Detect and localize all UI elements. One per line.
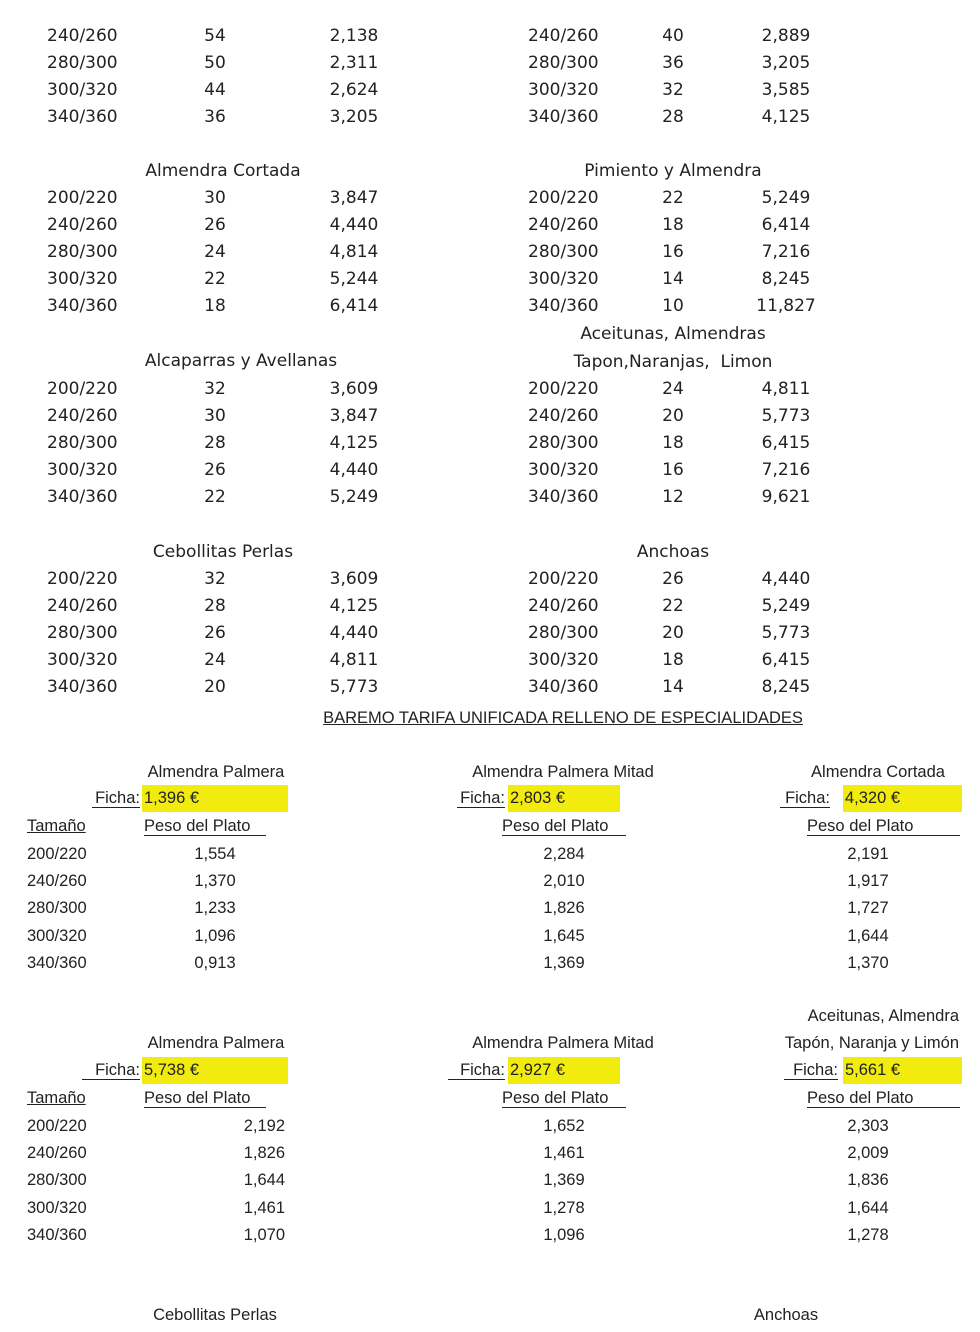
weight-cell: 1,836 bbox=[847, 1171, 889, 1190]
weight-cell: 1,644 bbox=[847, 1198, 889, 1217]
ficha-label: Ficha: bbox=[460, 1061, 505, 1079]
count-cell: 26 bbox=[204, 460, 226, 480]
weight-cell: 1,369 bbox=[543, 953, 585, 972]
value-cell: 3,609 bbox=[329, 379, 379, 399]
size-cell: 300/320 bbox=[47, 650, 118, 670]
count-cell: 18 bbox=[662, 433, 684, 453]
size-cell: 340/360 bbox=[47, 107, 118, 127]
size-cell: 300/320 bbox=[47, 460, 118, 480]
weight-cell: 2,284 bbox=[543, 845, 585, 863]
weight-cell: 0,913 bbox=[194, 953, 236, 972]
size-cell: 300/320 bbox=[47, 269, 118, 289]
ficha-underline bbox=[82, 1079, 140, 1080]
size-cell: 240/260 bbox=[528, 596, 599, 616]
weight-cell: 1,826 bbox=[543, 899, 585, 918]
size-cell: 240/260 bbox=[47, 596, 118, 616]
size-cell: 280/300 bbox=[27, 1171, 87, 1190]
count-cell: 50 bbox=[204, 53, 226, 73]
weight-cell: 2,191 bbox=[847, 845, 889, 863]
count-cell: 18 bbox=[662, 650, 684, 670]
ficha-label: Ficha: bbox=[793, 1061, 838, 1079]
ficha-price-highlight bbox=[142, 785, 288, 812]
ficha-label: Ficha: bbox=[95, 1061, 140, 1079]
weight-cell: 1,278 bbox=[543, 1198, 585, 1217]
value-cell: 4,440 bbox=[329, 215, 379, 235]
ficha-price: 4,320 € bbox=[845, 789, 901, 807]
count-cell: 24 bbox=[204, 242, 226, 262]
size-cell: 200/220 bbox=[528, 188, 599, 208]
count-cell: 10 bbox=[662, 296, 684, 316]
size-cell: 280/300 bbox=[528, 242, 599, 262]
count-cell: 22 bbox=[662, 188, 684, 208]
size-cell: 280/300 bbox=[47, 53, 118, 73]
weight-cell: 1,096 bbox=[543, 1225, 585, 1244]
ficha-price: 5,661 € bbox=[845, 1061, 901, 1079]
count-cell: 36 bbox=[204, 107, 226, 127]
table-title: Pimiento y Almendra bbox=[584, 161, 762, 181]
ficha-label: Ficha: bbox=[785, 789, 830, 807]
size-cell: 280/300 bbox=[47, 623, 118, 643]
size-cell: 340/360 bbox=[27, 1225, 87, 1244]
section-title: BAREMO TARIFA UNIFICADA RELLENO DE ESPECIALIDADES bbox=[323, 709, 803, 727]
value-cell: 2,311 bbox=[329, 53, 379, 73]
size-cell: 200/220 bbox=[47, 379, 118, 399]
value-cell: 5,773 bbox=[329, 677, 379, 697]
weight-cell: 1,554 bbox=[194, 845, 236, 863]
size-cell: 240/260 bbox=[528, 406, 599, 426]
card-title: Almendra Palmera Mitad bbox=[472, 1034, 654, 1052]
count-cell: 16 bbox=[662, 460, 684, 480]
weight-cell: 1,644 bbox=[243, 1171, 285, 1190]
value-cell: 8,245 bbox=[761, 269, 811, 289]
count-cell: 24 bbox=[204, 650, 226, 670]
peso-header: Peso del Plato bbox=[144, 817, 251, 835]
value-cell: 7,216 bbox=[761, 460, 811, 480]
value-cell: 4,440 bbox=[761, 569, 811, 589]
table-title: Tapon,Naranjas, Limon bbox=[573, 352, 773, 372]
value-cell: 3,205 bbox=[761, 53, 811, 73]
size-cell: 240/260 bbox=[27, 872, 87, 891]
size-cell: 340/360 bbox=[47, 296, 118, 316]
table-title: Cebollitas Perlas bbox=[152, 542, 294, 562]
count-cell: 22 bbox=[204, 269, 226, 289]
value-cell: 6,415 bbox=[761, 650, 811, 670]
count-cell: 20 bbox=[662, 406, 684, 426]
count-cell: 18 bbox=[204, 296, 226, 316]
size-cell: 340/360 bbox=[528, 487, 599, 507]
value-cell: 8,245 bbox=[761, 677, 811, 697]
count-cell: 30 bbox=[204, 188, 226, 208]
size-cell: 240/260 bbox=[47, 406, 118, 426]
value-cell: 4,125 bbox=[329, 596, 379, 616]
value-cell: 3,205 bbox=[329, 107, 379, 127]
value-cell: 5,249 bbox=[329, 487, 379, 507]
weight-cell: 1,096 bbox=[194, 926, 236, 945]
size-cell: 340/360 bbox=[47, 677, 118, 697]
size-cell: 340/360 bbox=[47, 487, 118, 507]
count-cell: 26 bbox=[204, 623, 226, 643]
ficha-underline bbox=[92, 807, 140, 808]
ficha-price-highlight bbox=[843, 785, 962, 812]
size-cell: 340/360 bbox=[528, 677, 599, 697]
value-cell: 5,249 bbox=[761, 188, 811, 208]
card-title: Almendra Palmera bbox=[147, 1034, 285, 1052]
card-title: Aceitunas, Almendra bbox=[807, 1007, 959, 1025]
size-cell: 200/220 bbox=[27, 845, 87, 863]
weight-cell: 1,370 bbox=[847, 953, 889, 972]
count-cell: 22 bbox=[662, 596, 684, 616]
ficha-underline bbox=[457, 807, 505, 808]
size-cell: 200/220 bbox=[27, 1117, 87, 1135]
table-title: Anchoas bbox=[636, 542, 710, 562]
size-cell: 300/320 bbox=[528, 269, 599, 289]
ficha-price: 2,803 € bbox=[510, 789, 566, 807]
tamano-header: Tamaño bbox=[27, 817, 86, 835]
size-cell: 300/320 bbox=[528, 650, 599, 670]
ficha-label: Ficha: bbox=[460, 789, 505, 807]
count-cell: 30 bbox=[204, 406, 226, 426]
value-cell: 4,125 bbox=[329, 433, 379, 453]
count-cell: 14 bbox=[662, 677, 684, 697]
value-cell: 4,440 bbox=[329, 623, 379, 643]
weight-cell: 1,461 bbox=[543, 1144, 585, 1163]
peso-underline bbox=[502, 1107, 626, 1108]
value-cell: 3,847 bbox=[329, 188, 379, 208]
tamano-header: Tamaño bbox=[27, 1089, 86, 1107]
peso-header: Peso del Plato bbox=[807, 817, 914, 835]
value-cell: 3,847 bbox=[329, 406, 379, 426]
value-cell: 4,125 bbox=[761, 107, 811, 127]
size-cell: 240/260 bbox=[27, 1144, 87, 1163]
count-cell: 16 bbox=[662, 242, 684, 262]
card-title: Tapón, Naranja y Limón bbox=[784, 1034, 959, 1052]
count-cell: 14 bbox=[662, 269, 684, 289]
value-cell: 6,414 bbox=[329, 296, 379, 316]
table-title: Almendra Cortada bbox=[145, 161, 301, 181]
table-title: Alcaparras y Avellanas bbox=[144, 351, 338, 371]
count-cell: 32 bbox=[662, 80, 684, 100]
size-cell: 200/220 bbox=[47, 569, 118, 589]
count-cell: 28 bbox=[204, 596, 226, 616]
value-cell: 5,244 bbox=[329, 269, 379, 289]
size-cell: 300/320 bbox=[528, 80, 599, 100]
value-cell: 4,811 bbox=[329, 650, 379, 670]
size-cell: 280/300 bbox=[528, 433, 599, 453]
ficha-price-highlight bbox=[508, 785, 620, 812]
ficha-underline bbox=[780, 807, 830, 808]
weight-cell: 1,370 bbox=[194, 872, 236, 891]
size-cell: 280/300 bbox=[27, 899, 87, 918]
value-cell: 5,773 bbox=[761, 406, 811, 426]
count-cell: 44 bbox=[204, 80, 226, 100]
count-cell: 18 bbox=[662, 215, 684, 235]
peso-header: Peso del Plato bbox=[807, 1089, 914, 1107]
size-cell: 340/360 bbox=[528, 107, 599, 127]
weight-cell: 1,278 bbox=[847, 1225, 889, 1244]
value-cell: 2,138 bbox=[329, 26, 379, 46]
value-cell: 7,216 bbox=[761, 242, 811, 262]
ficha-price-highlight bbox=[508, 1057, 620, 1084]
peso-header: Peso del Plato bbox=[502, 817, 609, 835]
size-cell: 340/360 bbox=[27, 953, 87, 972]
card-title: Anchoas bbox=[753, 1306, 819, 1324]
count-cell: 24 bbox=[662, 379, 684, 399]
size-cell: 240/260 bbox=[47, 26, 118, 46]
peso-underline bbox=[807, 1107, 960, 1108]
weight-cell: 2,010 bbox=[543, 872, 585, 891]
size-cell: 280/300 bbox=[528, 623, 599, 643]
size-cell: 300/320 bbox=[528, 460, 599, 480]
value-cell: 6,415 bbox=[761, 433, 811, 453]
peso-underline bbox=[807, 835, 960, 836]
peso-underline bbox=[144, 1107, 266, 1108]
weight-cell: 1,369 bbox=[543, 1171, 585, 1190]
count-cell: 26 bbox=[204, 215, 226, 235]
value-cell: 5,773 bbox=[761, 623, 811, 643]
size-cell: 280/300 bbox=[47, 242, 118, 262]
size-cell: 300/320 bbox=[27, 1198, 87, 1217]
value-cell: 11,827 bbox=[756, 296, 816, 316]
weight-cell: 1,652 bbox=[543, 1117, 585, 1135]
weight-cell: 1,233 bbox=[194, 899, 236, 918]
size-cell: 200/220 bbox=[47, 188, 118, 208]
value-cell: 9,621 bbox=[761, 487, 811, 507]
count-cell: 28 bbox=[204, 433, 226, 453]
count-cell: 32 bbox=[204, 379, 226, 399]
size-cell: 280/300 bbox=[528, 53, 599, 73]
value-cell: 6,414 bbox=[761, 215, 811, 235]
weight-cell: 1,644 bbox=[847, 926, 889, 945]
peso-underline bbox=[144, 835, 266, 836]
count-cell: 54 bbox=[204, 26, 226, 46]
card-title: Almendra Palmera bbox=[147, 763, 285, 781]
peso-header: Peso del Plato bbox=[502, 1089, 609, 1107]
weight-cell: 1,727 bbox=[847, 899, 889, 918]
ficha-underline bbox=[784, 1079, 838, 1080]
table-title: Aceitunas, Almendras bbox=[580, 324, 766, 344]
ficha-price: 5,738 € bbox=[144, 1061, 200, 1079]
card-title: Almendra Cortada bbox=[811, 763, 945, 781]
count-cell: 26 bbox=[662, 569, 684, 589]
value-cell: 3,609 bbox=[329, 569, 379, 589]
weight-cell: 1,070 bbox=[243, 1225, 285, 1244]
weight-cell: 2,192 bbox=[243, 1117, 285, 1135]
size-cell: 240/260 bbox=[528, 26, 599, 46]
value-cell: 2,624 bbox=[329, 80, 379, 100]
count-cell: 22 bbox=[204, 487, 226, 507]
weight-cell: 2,009 bbox=[847, 1144, 889, 1163]
card-title: Almendra Palmera Mitad bbox=[472, 763, 654, 781]
ficha-price-highlight bbox=[142, 1057, 288, 1084]
weight-cell: 1,917 bbox=[847, 872, 889, 891]
weight-cell: 1,461 bbox=[243, 1198, 285, 1217]
value-cell: 4,814 bbox=[329, 242, 379, 262]
size-cell: 200/220 bbox=[528, 569, 599, 589]
ficha-price-highlight bbox=[843, 1057, 962, 1084]
size-cell: 340/360 bbox=[528, 296, 599, 316]
value-cell: 2,889 bbox=[761, 26, 811, 46]
count-cell: 28 bbox=[662, 107, 684, 127]
count-cell: 36 bbox=[662, 53, 684, 73]
size-cell: 240/260 bbox=[528, 215, 599, 235]
ficha-price: 1,396 € bbox=[144, 789, 200, 807]
count-cell: 20 bbox=[204, 677, 226, 697]
count-cell: 32 bbox=[204, 569, 226, 589]
size-cell: 240/260 bbox=[47, 215, 118, 235]
peso-header: Peso del Plato bbox=[144, 1089, 251, 1107]
value-cell: 5,249 bbox=[761, 596, 811, 616]
value-cell: 4,440 bbox=[329, 460, 379, 480]
ficha-underline bbox=[448, 1079, 505, 1080]
count-cell: 20 bbox=[662, 623, 684, 643]
size-cell: 280/300 bbox=[47, 433, 118, 453]
value-cell: 3,585 bbox=[761, 80, 811, 100]
weight-cell: 1,645 bbox=[543, 926, 585, 945]
ficha-price: 2,927 € bbox=[510, 1061, 566, 1079]
ficha-label: Ficha: bbox=[95, 789, 140, 807]
weight-cell: 2,303 bbox=[847, 1117, 889, 1135]
count-cell: 12 bbox=[662, 487, 684, 507]
weight-cell: 1,826 bbox=[243, 1144, 285, 1163]
size-cell: 200/220 bbox=[528, 379, 599, 399]
value-cell: 4,811 bbox=[761, 379, 811, 399]
count-cell: 40 bbox=[662, 26, 684, 46]
size-cell: 300/320 bbox=[27, 926, 87, 945]
peso-underline bbox=[502, 835, 626, 836]
size-cell: 300/320 bbox=[47, 80, 118, 100]
card-title: Cebollitas Perlas bbox=[153, 1306, 277, 1324]
